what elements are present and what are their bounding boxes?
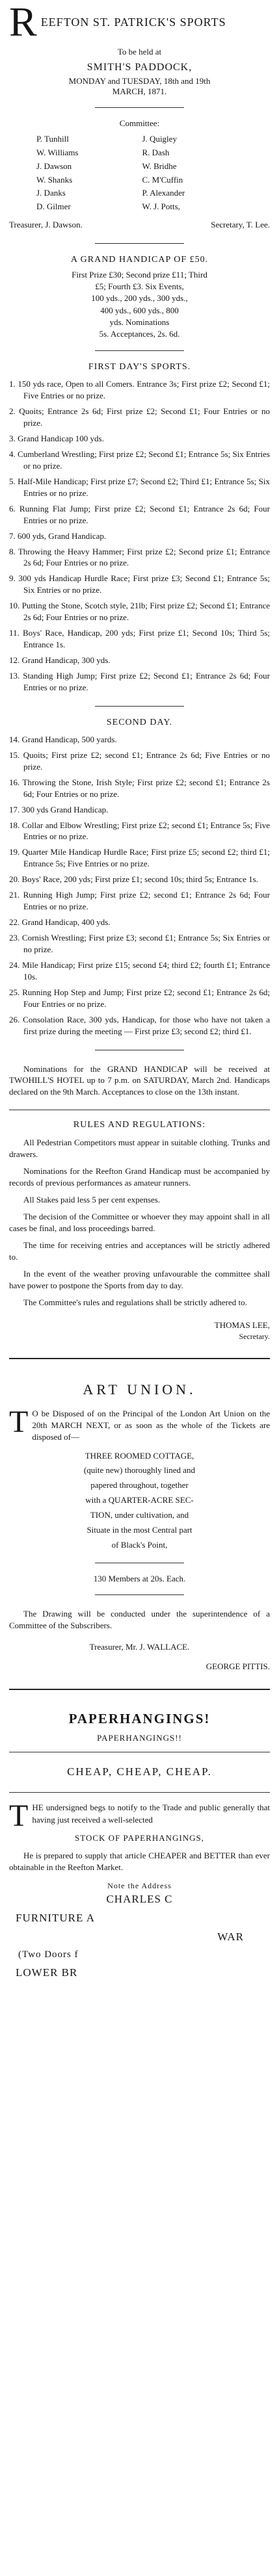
handicap-detail-line: yds. Nominations bbox=[109, 317, 170, 327]
sports-headline bbox=[9, 1, 270, 39]
art-union-treasurer: Treasurer, Mr. J. WALLACE. bbox=[89, 1642, 190, 1652]
treasurer: Treasurer, J. Dawson. bbox=[9, 220, 83, 230]
prize-line: (quite new) thoroughly lined and bbox=[83, 1465, 196, 1476]
event-item: 21. Running High Jump; First prize £2; second £1; Entrance 2s 6d; Four Entries or no prize. bbox=[9, 890, 270, 912]
event-item: 8. Throwing the Heavy Hammer; First prize £2; Second prize £1; Entrance 2s 6d; Four Entries or no prize. bbox=[9, 546, 270, 568]
nominations-notice: Nominations for the GRAND HANDICAP will be received at TWOHILL'S HOTEL up to 7 p.m. on SATURDAY, March 2nd. Handicaps declared on the 9th March. Acceptances to close on the 13th instant. bbox=[9, 1063, 270, 1097]
grand-handicap-heading: A GRAND HANDICAP OF £50. bbox=[70, 254, 209, 265]
divider bbox=[9, 1792, 270, 1793]
paperhangings-advertisement bbox=[9, 1707, 270, 1983]
committee-member: R. Dash bbox=[142, 147, 170, 157]
signatory-title: Secretary. bbox=[239, 1331, 270, 1341]
handicap-detail-line: 100 yds., 200 yds., 300 yds., bbox=[91, 293, 188, 304]
stock-line: STOCK OF PAPERHANGINGS, bbox=[75, 1833, 204, 1843]
rule-paragraph: The decision of the Committee or whoever they may appoint shall in all cases be final, and loss proceedings barred. bbox=[9, 1212, 270, 1234]
paperhangings-dropcap: T bbox=[9, 1802, 29, 1830]
prize-line: THREE ROOMED COTTAGE, bbox=[85, 1450, 194, 1461]
officers bbox=[9, 217, 270, 233]
secretary: Secretary, T. Lee. bbox=[211, 220, 270, 230]
handicap-detail-line: 400 yds., 600 yds., 800 bbox=[100, 305, 179, 315]
prize-line: papered throughout, together bbox=[90, 1480, 189, 1490]
event-item: 5. Half-Mile Handicap; First prize £7; Second £2; Third £1; Entrance 5s; Six Entries or no prize. bbox=[9, 476, 270, 498]
event-item: 14. Grand Handicap, 500 yards. bbox=[9, 734, 117, 744]
paperhangings-body: HE undersigned begs to notify to the Trade and public generally that having just received a well-selected bbox=[32, 1802, 270, 1825]
event-item: 19. Quarter Mile Handicap Hurdle Race; First prize £5; second £2; third £1; Entrance 5s; Five Entries or no prize. bbox=[9, 847, 270, 869]
event-item: 3. Grand Handicap 100 yds. bbox=[9, 434, 104, 443]
committee-list bbox=[9, 129, 270, 217]
second-day-heading: SECOND DAY. bbox=[106, 717, 173, 727]
cheap-line: CHEAP, CHEAP, CHEAP. bbox=[67, 1765, 212, 1778]
divider bbox=[95, 1594, 183, 1595]
rules-heading: RULES AND REGULATIONS: bbox=[73, 1120, 206, 1130]
event-item: 22. Grand Handicap, 400 yds. bbox=[9, 917, 111, 928]
art-union-body: O be Disposed of on the Principal of the London Art Union on the 20th MARCH NEXT, or as soon as the whole of the Tickets are disposed of— bbox=[32, 1408, 270, 1442]
paperhangings-subtitle: PAPERHANGINGS!! bbox=[97, 1732, 182, 1743]
committee-member: J. Dawson bbox=[36, 161, 72, 171]
divider bbox=[95, 107, 183, 108]
art-union-dropcap: T bbox=[9, 1407, 29, 1439]
event-item: 12. Grand Handicap, 300 yds. bbox=[9, 655, 111, 665]
prize-line: of Black's Point, bbox=[111, 1539, 168, 1550]
shop-warehouse: WAR bbox=[217, 1931, 244, 1944]
second-day-events bbox=[9, 728, 270, 1039]
divider bbox=[95, 706, 183, 707]
committee-member: W. Williams bbox=[36, 147, 79, 157]
rule-paragraph: The time for receiving entries and acceptances will be strictly adhered to. bbox=[9, 1240, 270, 1262]
committee-heading: Committee: bbox=[119, 118, 160, 129]
event-item: 16. Throwing the Stone, Irish Style; First prize £2; second £1; Entrance 2s 6d; Four Entries or no prize. bbox=[9, 777, 270, 799]
event-item: 7. 600 yds, Grand Handicap. bbox=[9, 530, 107, 541]
committee-member: W. Bridhe bbox=[142, 161, 177, 171]
rule-paragraph: The Committee's rules and regulations shall be strictly adhered to. bbox=[23, 1297, 247, 1307]
rules-list bbox=[9, 1130, 270, 1310]
dates-line-1: MONDAY and TUESDAY, 18th and 19th bbox=[68, 76, 211, 86]
handicap-detail-line: First Prize £30; Second prize £11; Third bbox=[72, 270, 207, 280]
held-at: To be held at bbox=[117, 47, 162, 57]
event-item: 13. Standing High Jump; First prize £2; Second £1; Entrance 2s 6d; Four Entries or no prize. bbox=[9, 670, 270, 692]
event-item: 26. Consolation Race, 300 yds, Handicap, for those who have not taken a first prize during the meeting — First prize £3; second £2; third £1. bbox=[9, 1014, 270, 1036]
committee-member: W. Shanks bbox=[36, 174, 73, 185]
shop-trade: FURNITURE A bbox=[16, 1912, 95, 1925]
committee-member: C. M'Cuffin bbox=[142, 174, 183, 185]
event-item: 6. Running Flat Jump; First prize £2; Second £1; Entrance 2s 6d; Four Entries or no prize. bbox=[9, 503, 270, 525]
shop-name: CHARLES C bbox=[106, 1893, 173, 1906]
divider bbox=[95, 243, 183, 244]
event-item: 24. Mile Handicap; First prize £15; second £4; third £2; fourth £1; Entrance 10s. bbox=[9, 959, 270, 982]
shop-street: LOWER BR bbox=[16, 1966, 78, 1979]
committee-member: W. J. Potts, bbox=[142, 202, 180, 212]
event-item: 4. Cumberland Wrestling; First prize £2; Second £1; Entrance 5s; Six Entries or no prize. bbox=[9, 449, 270, 471]
prize-line: TION, under cultivation, and bbox=[90, 1509, 189, 1520]
committee-member: P. Alexander bbox=[142, 188, 185, 198]
committee-member: D. Gilmer bbox=[36, 202, 71, 212]
rule-paragraph: In the event of the weather proving unfavourable the committee shall have power to postpone the Sports from day to day. bbox=[9, 1268, 270, 1290]
headline-dropcap: R bbox=[9, 1, 37, 39]
grand-handicap-details bbox=[9, 265, 270, 340]
event-item: 18. Collar and Elbow Wrestling; First prize £2; second £1; Entrance 5s; Five Entries or no prize. bbox=[9, 820, 270, 842]
members-line: 130 Members at 20s. Each. bbox=[93, 1574, 186, 1584]
art-union-advertisement bbox=[9, 1376, 270, 1690]
art-union-title: ART UNION. bbox=[83, 1381, 196, 1398]
handicap-detail-line: 5s. Acceptances, 2s. 6d. bbox=[99, 328, 180, 339]
first-day-heading: FIRST DAY'S SPORTS. bbox=[88, 362, 191, 372]
committee-member: P. Tunhill bbox=[36, 133, 69, 144]
rule-paragraph: All Pedestrian Competitors must appear in suitable clothing. Trunks and drawers. bbox=[9, 1138, 270, 1160]
paperhangings-title: PAPERHANGINGS! bbox=[68, 1710, 211, 1726]
event-item: 20. Boys' Race, 200 yds; First prize £1; second 10s; third 5s; Entrance 1s. bbox=[9, 874, 258, 885]
paperhangings-intro bbox=[9, 1802, 270, 1829]
handicap-detail-line: £5; Fourth £3. Six Events, bbox=[95, 281, 184, 292]
first-day-events bbox=[9, 372, 270, 696]
committee-member: J. Danks bbox=[36, 188, 66, 198]
event-item: 15. Quoits; First prize £2; second £1; Entrance 2s 6d; Five Entries or no prize. bbox=[9, 749, 270, 772]
drawing-notice: The Drawing will be conducted under the superintendence of a Committee of the Subscribers. bbox=[9, 1609, 270, 1631]
event-item: 9. 300 yds Handicap Hurdle Race; First prize £3; Second £1; Entrance 5s; Six Entries or no prize. bbox=[9, 573, 270, 595]
venue: SMITH'S PADDOCK, bbox=[86, 61, 193, 73]
event-item: 2. Quoits; Entrance 2s 6d; First prize £2; Second £1; Four Entries or no prize. bbox=[9, 406, 270, 428]
event-item: 25. Running Hop Step and Jump; First prize £2; second £1; Entrance 2s 6d; Four Entries or no prize. bbox=[9, 987, 270, 1009]
rule-paragraph: All Stakes paid less 5 per cent expenses. bbox=[23, 1195, 161, 1205]
art-union-intro bbox=[9, 1408, 270, 1444]
paperhangings-body-2: He is prepared to supply that article CHEAPER and BETTER than ever obtainable in the Reefton Market. bbox=[9, 1850, 270, 1872]
prize-line: with a QUARTER-ACRE SEC- bbox=[85, 1495, 194, 1505]
address-intro: Note the Address bbox=[107, 1880, 172, 1890]
event-item: 10. Putting the Stone, Scotch style, 21lb; First prize £2; Second £1; Entrance 2s 6d; Four Entries or no prize. bbox=[9, 601, 270, 623]
event-item: 17. 300 yds Grand Handicap. bbox=[9, 804, 109, 814]
event-item: 11. Boys' Race, Handicap, 200 yds; First prize £1; Second 10s; Third 5s; Entrance 1s. bbox=[9, 628, 270, 650]
shop-location-note: (Two Doors f bbox=[18, 1949, 79, 1960]
dates-line-2: MARCH, 1871. bbox=[112, 86, 167, 97]
prize-line: Situate in the most Central part bbox=[86, 1524, 193, 1535]
headline-text: EEFTON ST. PATRICK'S SPORTS bbox=[40, 16, 226, 29]
art-union-promoter: GEORGE PITTIS. bbox=[206, 1661, 270, 1672]
rule-paragraph: Nominations for the Reefton Grand Handicap must be accompanied by records of previous performances as amateur runners. bbox=[9, 1166, 270, 1188]
committee-member: J. Quigley bbox=[142, 133, 177, 144]
divider bbox=[95, 350, 183, 351]
signatory: THOMAS LEE, bbox=[214, 1320, 270, 1330]
event-item: 1. 150 yds race, Open to all Comers. Entrance 3s; First prize £2; Second £1; Five Entries or no prize. bbox=[9, 379, 270, 401]
event-item: 23. Cornish Wrestling; First prize £3; second £1; Entrance 5s; Six Entries or no prize. bbox=[9, 933, 270, 954]
sports-advertisement bbox=[9, 1, 270, 1359]
prize-description bbox=[9, 1444, 270, 1553]
